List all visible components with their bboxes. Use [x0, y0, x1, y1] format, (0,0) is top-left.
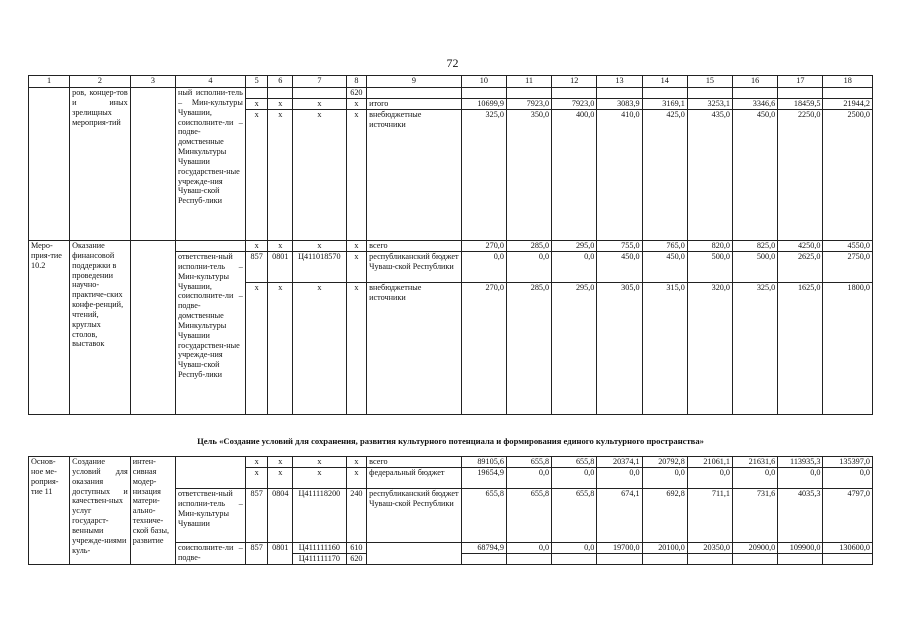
cell-code: x	[268, 457, 293, 468]
header-cell: 18	[823, 76, 873, 88]
cell-value: 820,0	[687, 241, 732, 252]
cell-value: 655,8	[461, 489, 506, 543]
cell-value: 655,8	[552, 489, 597, 543]
cell-value: 19700,0	[597, 543, 642, 554]
cell-code: Ц411111160	[293, 543, 346, 554]
header-cell: 16	[733, 76, 778, 88]
cell-executor: ответствен-ный исполни-тель – Мин-культуры Чувашии, соисполните-ли – подве-домственные Минкультуры Чувашии государствен-ные учрежде-ния Чуваш-ской Респуб-лики	[175, 252, 245, 415]
cell-value: 20900,0	[733, 543, 778, 554]
cell-code: 0804	[268, 489, 293, 543]
cell-code: x	[346, 99, 367, 110]
cell-value: 20350,0	[687, 543, 732, 554]
header-cell: 7	[293, 76, 346, 88]
cell-code: x	[293, 283, 346, 415]
cell-event-id: Меро-прия-тие 10.2	[29, 241, 70, 415]
cell-code: x	[346, 457, 367, 468]
header-cell: 4	[175, 76, 245, 88]
cell-empty	[175, 457, 245, 489]
cell-value: 285,0	[506, 283, 551, 415]
cell-code: x	[293, 457, 346, 468]
cell-value: 2250,0	[778, 110, 823, 241]
cell-value: 692,8	[642, 489, 687, 543]
cell-value: 270,0	[461, 241, 506, 252]
cell-value: 7923,0	[506, 99, 551, 110]
cell-value: 0,0	[733, 468, 778, 489]
cell-value: 3083,9	[597, 99, 642, 110]
cell-value: 109900,0	[778, 543, 823, 554]
cell-code: 857	[245, 543, 268, 565]
cell-code: x	[268, 241, 293, 252]
header-cell: 5	[245, 76, 268, 88]
cell-value: 1800,0	[823, 283, 873, 415]
cell-code: x	[293, 468, 346, 489]
cell-value: 765,0	[642, 241, 687, 252]
cell-value: 0,0	[778, 468, 823, 489]
cell-code: x	[346, 241, 367, 252]
cell-code: x	[293, 241, 346, 252]
cell-executor: ный исполни-тель – Мин-культуры Чувашии, соисполните-ли – подве-домственные Минкультуры Чувашии государствен-ные учрежде-ния Чуваш-ской Респуб-лики	[175, 88, 245, 241]
cell-value: 305,0	[597, 283, 642, 415]
cell-value: 3346,6	[733, 99, 778, 110]
cell-code: x	[293, 110, 346, 241]
cell-value: 450,0	[642, 252, 687, 283]
cell-event-name: Оказание финансовой поддержки в проведении научно-практиче-ских конфе-ренций, чтений, круглых столов, выставок	[70, 241, 131, 415]
cell-empty	[175, 241, 245, 252]
cell-value: 2750,0	[823, 252, 873, 283]
header-cell: 2	[70, 76, 131, 88]
table-row	[29, 241, 873, 252]
cell-event-id: Основ-ное ме-роприя-тие 11	[29, 457, 70, 565]
cell-value: 325,0	[733, 283, 778, 415]
cell-code: x	[346, 252, 367, 283]
cell-value: 655,8	[552, 457, 597, 468]
cell-source: внебюджетные источники	[367, 283, 462, 415]
cell-value: 2625,0	[778, 252, 823, 283]
cell-code: x	[293, 99, 346, 110]
cell-value: 0,0	[642, 468, 687, 489]
cell-value: 320,0	[687, 283, 732, 415]
cell-value: 20374,1	[597, 457, 642, 468]
cell-value: 755,0	[597, 241, 642, 252]
cell-value: 113935,3	[778, 457, 823, 468]
cell-value: 295,0	[552, 283, 597, 415]
cell-value: 0,0	[552, 543, 597, 554]
cell-value: 825,0	[733, 241, 778, 252]
header-cell: 11	[506, 76, 551, 88]
budget-table-bottom	[28, 456, 873, 565]
cell-source: итого	[367, 99, 462, 110]
cell-empty	[130, 241, 175, 415]
cell-value: 350,0	[506, 110, 551, 241]
cell-source: федеральный бюджет	[367, 468, 462, 489]
cell-event-name: Создание условий для оказания доступных и качествен-ных услуг государст-венными учрежде-ниями куль-	[70, 457, 131, 565]
cell-value: 4035,3	[778, 489, 823, 543]
cell-value: 0,0	[823, 468, 873, 489]
cell-value: 0,0	[506, 468, 551, 489]
header-cell: 17	[778, 76, 823, 88]
cell-value: 10699,9	[461, 99, 506, 110]
cell-code: x	[245, 457, 268, 468]
cell-value: 655,8	[506, 457, 551, 468]
cell-value: 450,0	[597, 252, 642, 283]
cell-code: x	[346, 110, 367, 241]
cell-value: 7923,0	[552, 99, 597, 110]
cell-value: 270,0	[461, 283, 506, 415]
cell-value: 4250,0	[778, 241, 823, 252]
table-row	[29, 88, 873, 99]
cell-value: 285,0	[506, 241, 551, 252]
cell-value: 0,0	[506, 252, 551, 283]
cell-value: 0,0	[552, 468, 597, 489]
cell-value: 500,0	[687, 252, 732, 283]
cell-value: 400,0	[552, 110, 597, 241]
cell-value: 3169,1	[642, 99, 687, 110]
cell-code: 857	[245, 489, 268, 543]
header-cell: 14	[642, 76, 687, 88]
cell-code: x	[268, 283, 293, 415]
cell-value: 0,0	[506, 543, 551, 554]
cell-value: 21061,1	[687, 457, 732, 468]
cell-code: 620	[346, 88, 367, 99]
cell-code: Ц411111170	[293, 554, 346, 565]
header-cell: 3	[130, 76, 175, 88]
cell-value: 315,0	[642, 283, 687, 415]
cell-code: x	[245, 283, 268, 415]
cell-value: 450,0	[733, 110, 778, 241]
header-cell: 13	[597, 76, 642, 88]
page-number: 72	[446, 56, 459, 70]
cell-value: 325,0	[461, 110, 506, 241]
cell-code: 0801	[268, 543, 293, 565]
cell-value: 731,6	[733, 489, 778, 543]
cell-empty	[29, 88, 70, 241]
cell-value: 500,0	[733, 252, 778, 283]
cell-source: всего	[367, 457, 462, 468]
cell-code: 240	[346, 489, 367, 543]
cell-code: 610	[346, 543, 367, 554]
header-cell: 9	[367, 76, 462, 88]
cell-value: 135397,0	[823, 457, 873, 468]
cell-empty	[367, 543, 462, 565]
cell-value: 425,0	[642, 110, 687, 241]
cell-code: 620	[346, 554, 367, 565]
cell-source: республиканский бюджет Чуваш-ской Республики	[367, 252, 462, 283]
cell-value: 21944,2	[823, 99, 873, 110]
goal-heading: Цель «Создание условий для сохранения, развития культурного потенциала и формирования единого культурного пространства»	[197, 436, 704, 446]
budget-table-top	[28, 75, 873, 415]
header-cell: 8	[346, 76, 367, 88]
cell-value: 1625,0	[778, 283, 823, 415]
cell-code: 857	[245, 252, 268, 283]
header-cell: 1	[29, 76, 70, 88]
cell-value: 655,8	[506, 489, 551, 543]
header-cell: 6	[268, 76, 293, 88]
header-cell: 12	[552, 76, 597, 88]
header-row	[29, 76, 873, 88]
cell-value: 0,0	[687, 468, 732, 489]
cell-value: 711,1	[687, 489, 732, 543]
cell-code: x	[245, 110, 268, 241]
cell-co-executor: соисполните-ли – подве-	[175, 543, 245, 565]
cell-value: 2500,0	[823, 110, 873, 241]
cell-value: 68794,9	[461, 543, 506, 554]
cell-value: 0,0	[552, 252, 597, 283]
table-row	[29, 457, 873, 468]
cell-code: x	[245, 468, 268, 489]
cell-value: 4550,0	[823, 241, 873, 252]
cell-value: 0,0	[461, 252, 506, 283]
cell-value: 4797,0	[823, 489, 873, 543]
cell-code: x	[268, 468, 293, 489]
cell-code: x	[268, 99, 293, 110]
cell-code: Ц411018570	[293, 252, 346, 283]
cell-source: внебюджетные источники	[367, 110, 462, 241]
cell-value: 3253,1	[687, 99, 732, 110]
cell-code: x	[346, 468, 367, 489]
cell-value: 410,0	[597, 110, 642, 241]
cell-source: республиканский бюджет Чуваш-ской Республики	[367, 489, 462, 543]
cell-value: 295,0	[552, 241, 597, 252]
cell-value: 20792,8	[642, 457, 687, 468]
cell-executor: ответствен-ный исполни-тель – Мин-культуры Чувашии	[175, 489, 245, 543]
cell-event-name: ров, концер-тов и иных зрелищных мероприя-тий	[70, 88, 131, 241]
cell-value: 130600,0	[823, 543, 873, 554]
cell-code: x	[245, 241, 268, 252]
cell-code: 0801	[268, 252, 293, 283]
cell-value: 435,0	[687, 110, 732, 241]
cell-source: всего	[367, 241, 462, 252]
cell-code: x	[346, 283, 367, 415]
cell-value: 18459,5	[778, 99, 823, 110]
cell-value: 19654,9	[461, 468, 506, 489]
cell-value: 674,1	[597, 489, 642, 543]
cell-code: x	[268, 110, 293, 241]
header-cell: 15	[687, 76, 732, 88]
cell-empty	[130, 88, 175, 241]
cell-value: 89105,6	[461, 457, 506, 468]
cell-value: 21631,6	[733, 457, 778, 468]
cell-code: x	[245, 99, 268, 110]
cell-value: 0,0	[597, 468, 642, 489]
header-cell: 10	[461, 76, 506, 88]
cell-task: интен-сивная модер-низация матери-ально-техниче-ской базы, развитие	[130, 457, 175, 565]
cell-code: Ц411118200	[293, 489, 346, 543]
cell-value: 20100,0	[642, 543, 687, 554]
